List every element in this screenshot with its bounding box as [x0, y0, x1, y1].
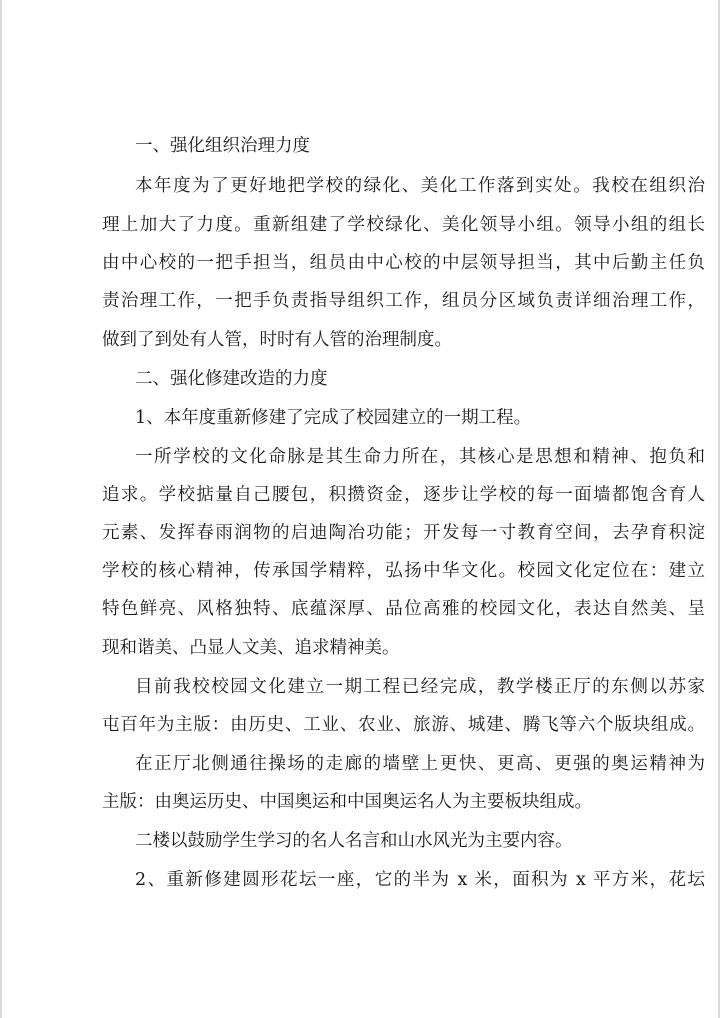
paragraph-line: 元素、发挥春雨润物的启迪陶冶功能；开发每一寸教育空间，去孕育积淀 [102, 523, 705, 543]
paragraph-line: 在正厅北侧通往操场的走廊的墙壁上更快、更高、更强的奥运精神为 [135, 754, 705, 774]
paragraph-line: 一所学校的文化命脉是其生命力所在，其核心是思想和精神、抱负和 [135, 447, 705, 467]
paragraph-line: 屯百年为主版：由历史、工业、农业、旅游、城建、腾飞等六个版块组成。 [102, 715, 705, 735]
paragraph-line: 特色鲜亮、风格独特、底蕴深厚、品位高雅的校园文化，表达自然美、呈 [102, 599, 705, 619]
item-heading-1: 1、本年度重新修建了完成了校园建立的一期工程。 [135, 408, 532, 428]
paragraph-line: 二楼以鼓励学生学习的名人名言和山水风光为主要内容。 [135, 831, 573, 851]
paragraph-line: 现和谐美、凸显人文美、追求精神美。 [102, 638, 400, 658]
paragraph-line: 目前我校校园文化建立一期工程已经完成，教学楼正厅的东侧以苏家 [135, 677, 705, 697]
paragraph-line: 做到了到处有人管，时时有人管的治理制度。 [102, 330, 452, 350]
section-heading-2: 二、强化修建改造的力度 [135, 369, 328, 389]
paragraph-line: 主版：由奥运历史、中国奥运和中国奥运名人为主要板块组成。 [102, 792, 592, 812]
paragraph-line: 本年度为了更好地把学校的绿化、美化工作落到实处。我校在组织治 [135, 176, 705, 196]
section-heading-1: 一、强化组织治理力度 [135, 136, 310, 156]
paragraph-line: 追求。学校掂量自己腰包，积攒资金，逐步让学校的每一面墙都饱含育人 [102, 485, 705, 505]
paragraph-line: 学校的核心精神，传承国学精粹，弘扬中华文化。校园文化定位在：建立 [102, 561, 705, 581]
item-heading-2: 2、重新修建圆形花坛一座，它的半为 x 米，面积为 x 平方米，花坛 [135, 870, 705, 890]
paragraph-line: 理上加大了力度。重新组建了学校绿化、美化领导小组。领导小组的组长 [102, 215, 705, 235]
paragraph-line: 责治理工作，一把手负责指导组织工作，组员分区域负责详细治理工作， [102, 291, 705, 311]
paragraph-line: 由中心校的一把手担当，组员由中心校的中层领导担当，其中后勤主任负 [102, 253, 705, 273]
